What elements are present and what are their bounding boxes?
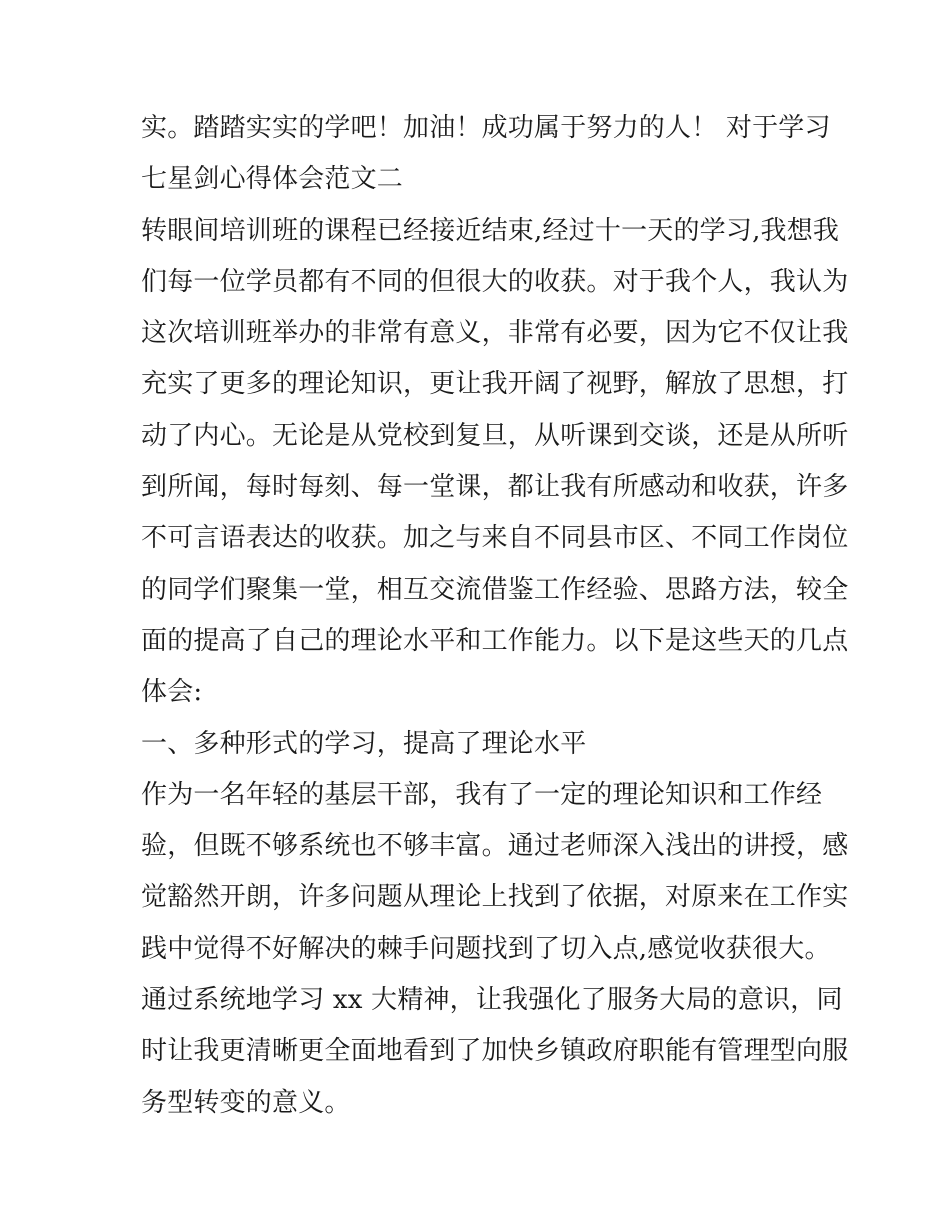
text-line: 实。踏踏实实的学吧！加油！成功属于努力的人！ 对于学习 <box>141 113 831 143</box>
text-line: 验，但既不够系统也不够丰富。通过老师深入浅出的讲授，感 <box>141 831 849 862</box>
document-body <box>141 103 849 1129</box>
section-heading: 七星剑心得体会范文二 <box>141 164 404 195</box>
text-line: 们每一位学员都有不同的但很大的收获。对于我个人，我认为 <box>141 266 849 297</box>
text-line: 践中觉得不好解决的棘手问题找到了切入点,感觉收获很大。 <box>141 933 831 964</box>
text-line: 不可言语表达的收获。加之与来自不同县市区、不同工作岗位 <box>141 523 849 554</box>
text-line: 充实了更多的理论知识，更让我开阔了视野，解放了思想，打 <box>141 369 849 400</box>
text-line: 这次培训班举办的非常有意义，非常有必要，因为它不仅让我 <box>141 318 849 349</box>
subsection-heading: 一、多种形式的学习，提高了理论水平 <box>141 728 587 759</box>
text-line: 通过系统地学习 xx 大精神，让我强化了服务大局的意识，同 <box>141 985 843 1016</box>
text-line: 到所闻，每时每刻、每一堂课，都让我有所感动和收获，许多 <box>141 472 849 503</box>
text-line: 面的提高了自己的理论水平和工作能力。以下是这些天的几点 <box>141 625 849 656</box>
text-line: 动了内心。无论是从党校到复旦，从听课到交谈，还是从所听 <box>141 420 849 451</box>
text-line: 体会: <box>141 677 203 708</box>
text-line: 觉豁然开朗，许多问题从理论上找到了依据，对原来在工作实 <box>141 882 849 913</box>
text-line: 的同学们聚集一堂，相互交流借鉴工作经验、思路方法，较全 <box>141 574 849 605</box>
text-line: 时让我更清晰更全面地看到了加快乡镇政府职能有管理型向服 <box>141 1036 849 1067</box>
text-line: 转眼间培训班的课程已经接近结束,经过十一天的学习,我想我 <box>141 215 840 246</box>
text-line: 作为一名年轻的基层干部，我有了一定的理论知识和工作经 <box>141 779 823 810</box>
text-line: 务型转变的意义。 <box>141 1087 351 1118</box>
